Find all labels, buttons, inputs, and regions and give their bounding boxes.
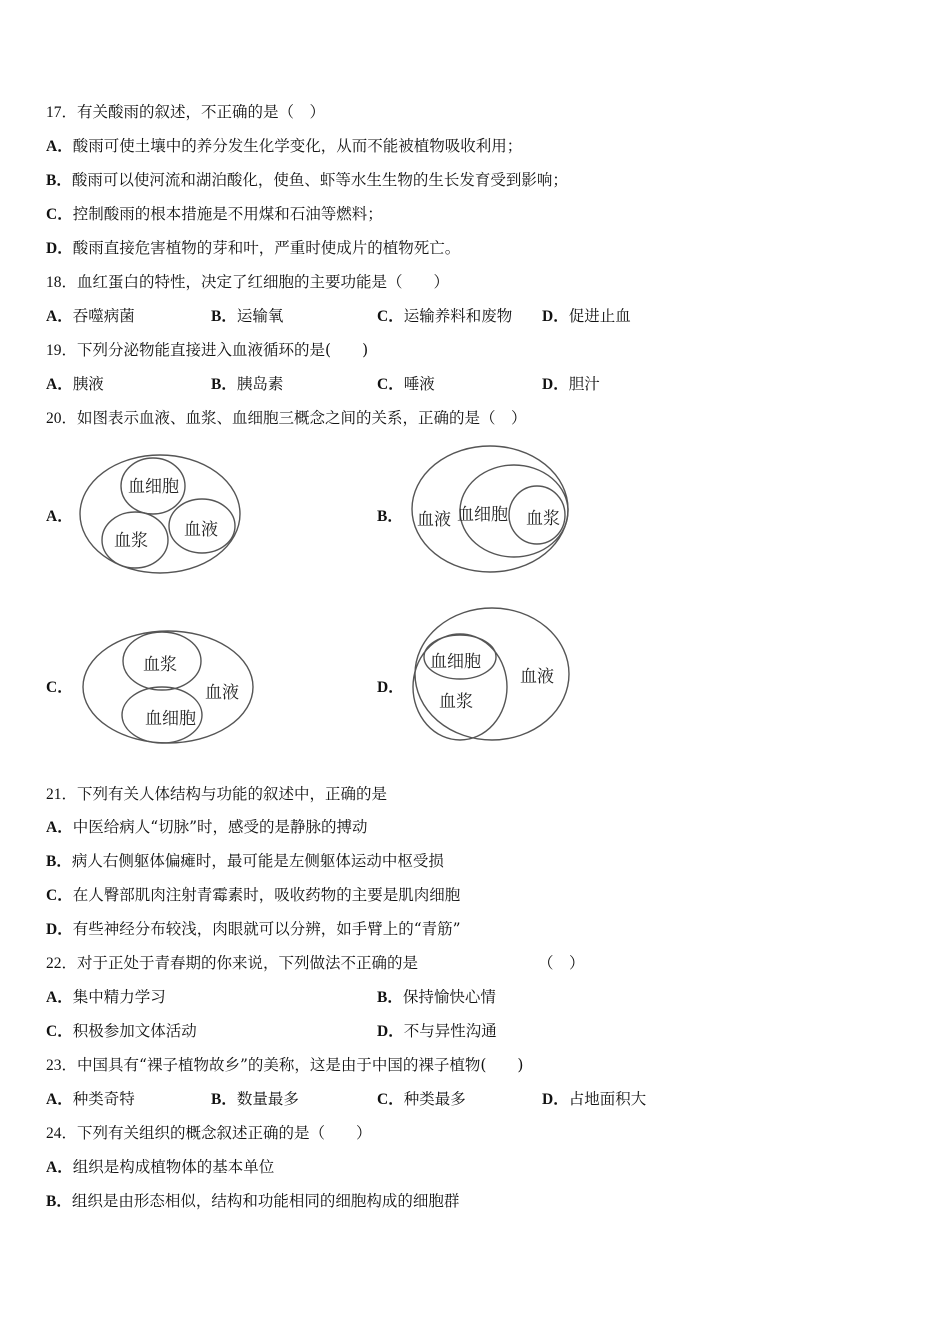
question-20-diagram-d bbox=[410, 603, 575, 748]
label-bottom-left: 血浆 bbox=[114, 531, 148, 551]
label-outer: 血液 bbox=[417, 510, 451, 530]
middle-ellipse bbox=[413, 634, 507, 740]
question-21-option-d: D．有些神经分布较浅，肉眼就可以分辨，如手臂上的“青筋” bbox=[46, 920, 461, 938]
question-21-option-a: A．中医给病人“切脉”时，感受的是静脉的搏动 bbox=[46, 818, 368, 836]
question-20-stem: 20．如图表示血液、血浆、血细胞三概念之间的关系，正确的是（ ） bbox=[46, 409, 527, 427]
question-18-option-c: C．运输养料和废物 bbox=[377, 307, 513, 325]
label-middle: 血浆 bbox=[439, 692, 473, 712]
question-20-option-d-letter: D． bbox=[377, 679, 404, 696]
question-22-option-a: A．集中精力学习 bbox=[46, 988, 166, 1006]
question-23-option-c: C．种类最多 bbox=[377, 1090, 466, 1108]
question-22-option-d: D．不与异性沟通 bbox=[377, 1022, 497, 1040]
question-21-stem: 21．下列有关人体结构与功能的叙述中，正确的是 bbox=[46, 785, 388, 803]
question-19-option-b: B．胰岛素 bbox=[211, 375, 284, 393]
label-inner: 血浆 bbox=[526, 509, 560, 529]
question-17-option-d: D．酸雨直接危害植物的芽和叶，严重时使成片的植物死亡。 bbox=[46, 239, 461, 257]
question-19-option-d: D．胆汁 bbox=[542, 375, 600, 393]
label-bottom-right: 血液 bbox=[184, 520, 218, 540]
label-outer: 血液 bbox=[520, 667, 554, 687]
question-18-option-b: B．运输氧 bbox=[211, 307, 284, 325]
question-23-option-a: A．种类奇特 bbox=[46, 1090, 135, 1108]
question-24-option-a: A．组织是构成植物体的基本单位 bbox=[46, 1158, 275, 1176]
question-24-option-b: B．组织是由形态相似，结构和功能相同的细胞构成的细胞群 bbox=[46, 1192, 460, 1210]
label-inner: 血细胞 bbox=[430, 652, 481, 672]
label-top: 血细胞 bbox=[128, 477, 179, 497]
question-17-option-a: A．酸雨可使土壤中的养分发生化学变化，从而不能被植物吸收利用； bbox=[46, 137, 523, 155]
question-19-option-a: A．胰液 bbox=[46, 375, 104, 393]
question-22-stem: 22．对于正处于青春期的你来说，下列做法不正确的是 bbox=[46, 954, 419, 972]
question-22-option-c: C．积极参加文体活动 bbox=[46, 1022, 197, 1040]
label-bottom: 血细胞 bbox=[145, 709, 196, 729]
label-top: 血浆 bbox=[143, 655, 177, 675]
question-19-stem: 19．下列分泌物能直接进入血液循环的是( ) bbox=[46, 341, 369, 359]
question-21-option-c: C．在人臀部肌肉注射青霉素时，吸收药物的主要是肌肉细胞 bbox=[46, 886, 461, 904]
question-19-option-c: C．唾液 bbox=[377, 375, 435, 393]
question-23-option-b: B．数量最多 bbox=[211, 1090, 299, 1108]
question-20-diagram-c bbox=[80, 628, 258, 748]
label-outer: 血液 bbox=[205, 683, 239, 703]
question-24-stem: 24．下列有关组织的概念叙述正确的是（ ） bbox=[46, 1124, 372, 1142]
question-21-option-b: B．病人右侧躯体偏瘫时，最可能是左侧躯体运动中枢受损 bbox=[46, 852, 444, 870]
label-middle: 血细胞 bbox=[457, 505, 508, 525]
question-22-answer-blank: （ ） bbox=[538, 954, 585, 972]
question-20-diagram-b bbox=[410, 443, 575, 578]
question-20-option-c-letter: C． bbox=[46, 679, 73, 696]
question-23-stem: 23．中国具有“裸子植物故乡”的美称，这是由于中国的裸子植物( ) bbox=[46, 1056, 524, 1074]
question-17-option-b: B．酸雨可以使河流和湖泊酸化，使鱼、虾等水生生物的生长发育受到影响； bbox=[46, 171, 568, 189]
question-20-diagram-a bbox=[78, 452, 248, 577]
question-20-option-b-letter: B． bbox=[377, 508, 403, 525]
question-20-option-a-letter: A． bbox=[46, 508, 73, 525]
question-17-option-c: C．控制酸雨的根本措施是不用煤和石油等燃料； bbox=[46, 205, 383, 223]
question-22-option-b: B．保持愉快心情 bbox=[377, 988, 496, 1006]
question-18-option-d: D．促进止血 bbox=[542, 307, 631, 325]
question-23-option-d: D．占地面积大 bbox=[542, 1090, 647, 1108]
question-18-stem: 18．血红蛋白的特性，决定了红细胞的主要功能是（ ） bbox=[46, 273, 450, 291]
question-18-option-a: A．吞噬病菌 bbox=[46, 307, 135, 325]
question-17-stem: 17．有关酸雨的叙述，不正确的是（ ） bbox=[46, 103, 326, 121]
